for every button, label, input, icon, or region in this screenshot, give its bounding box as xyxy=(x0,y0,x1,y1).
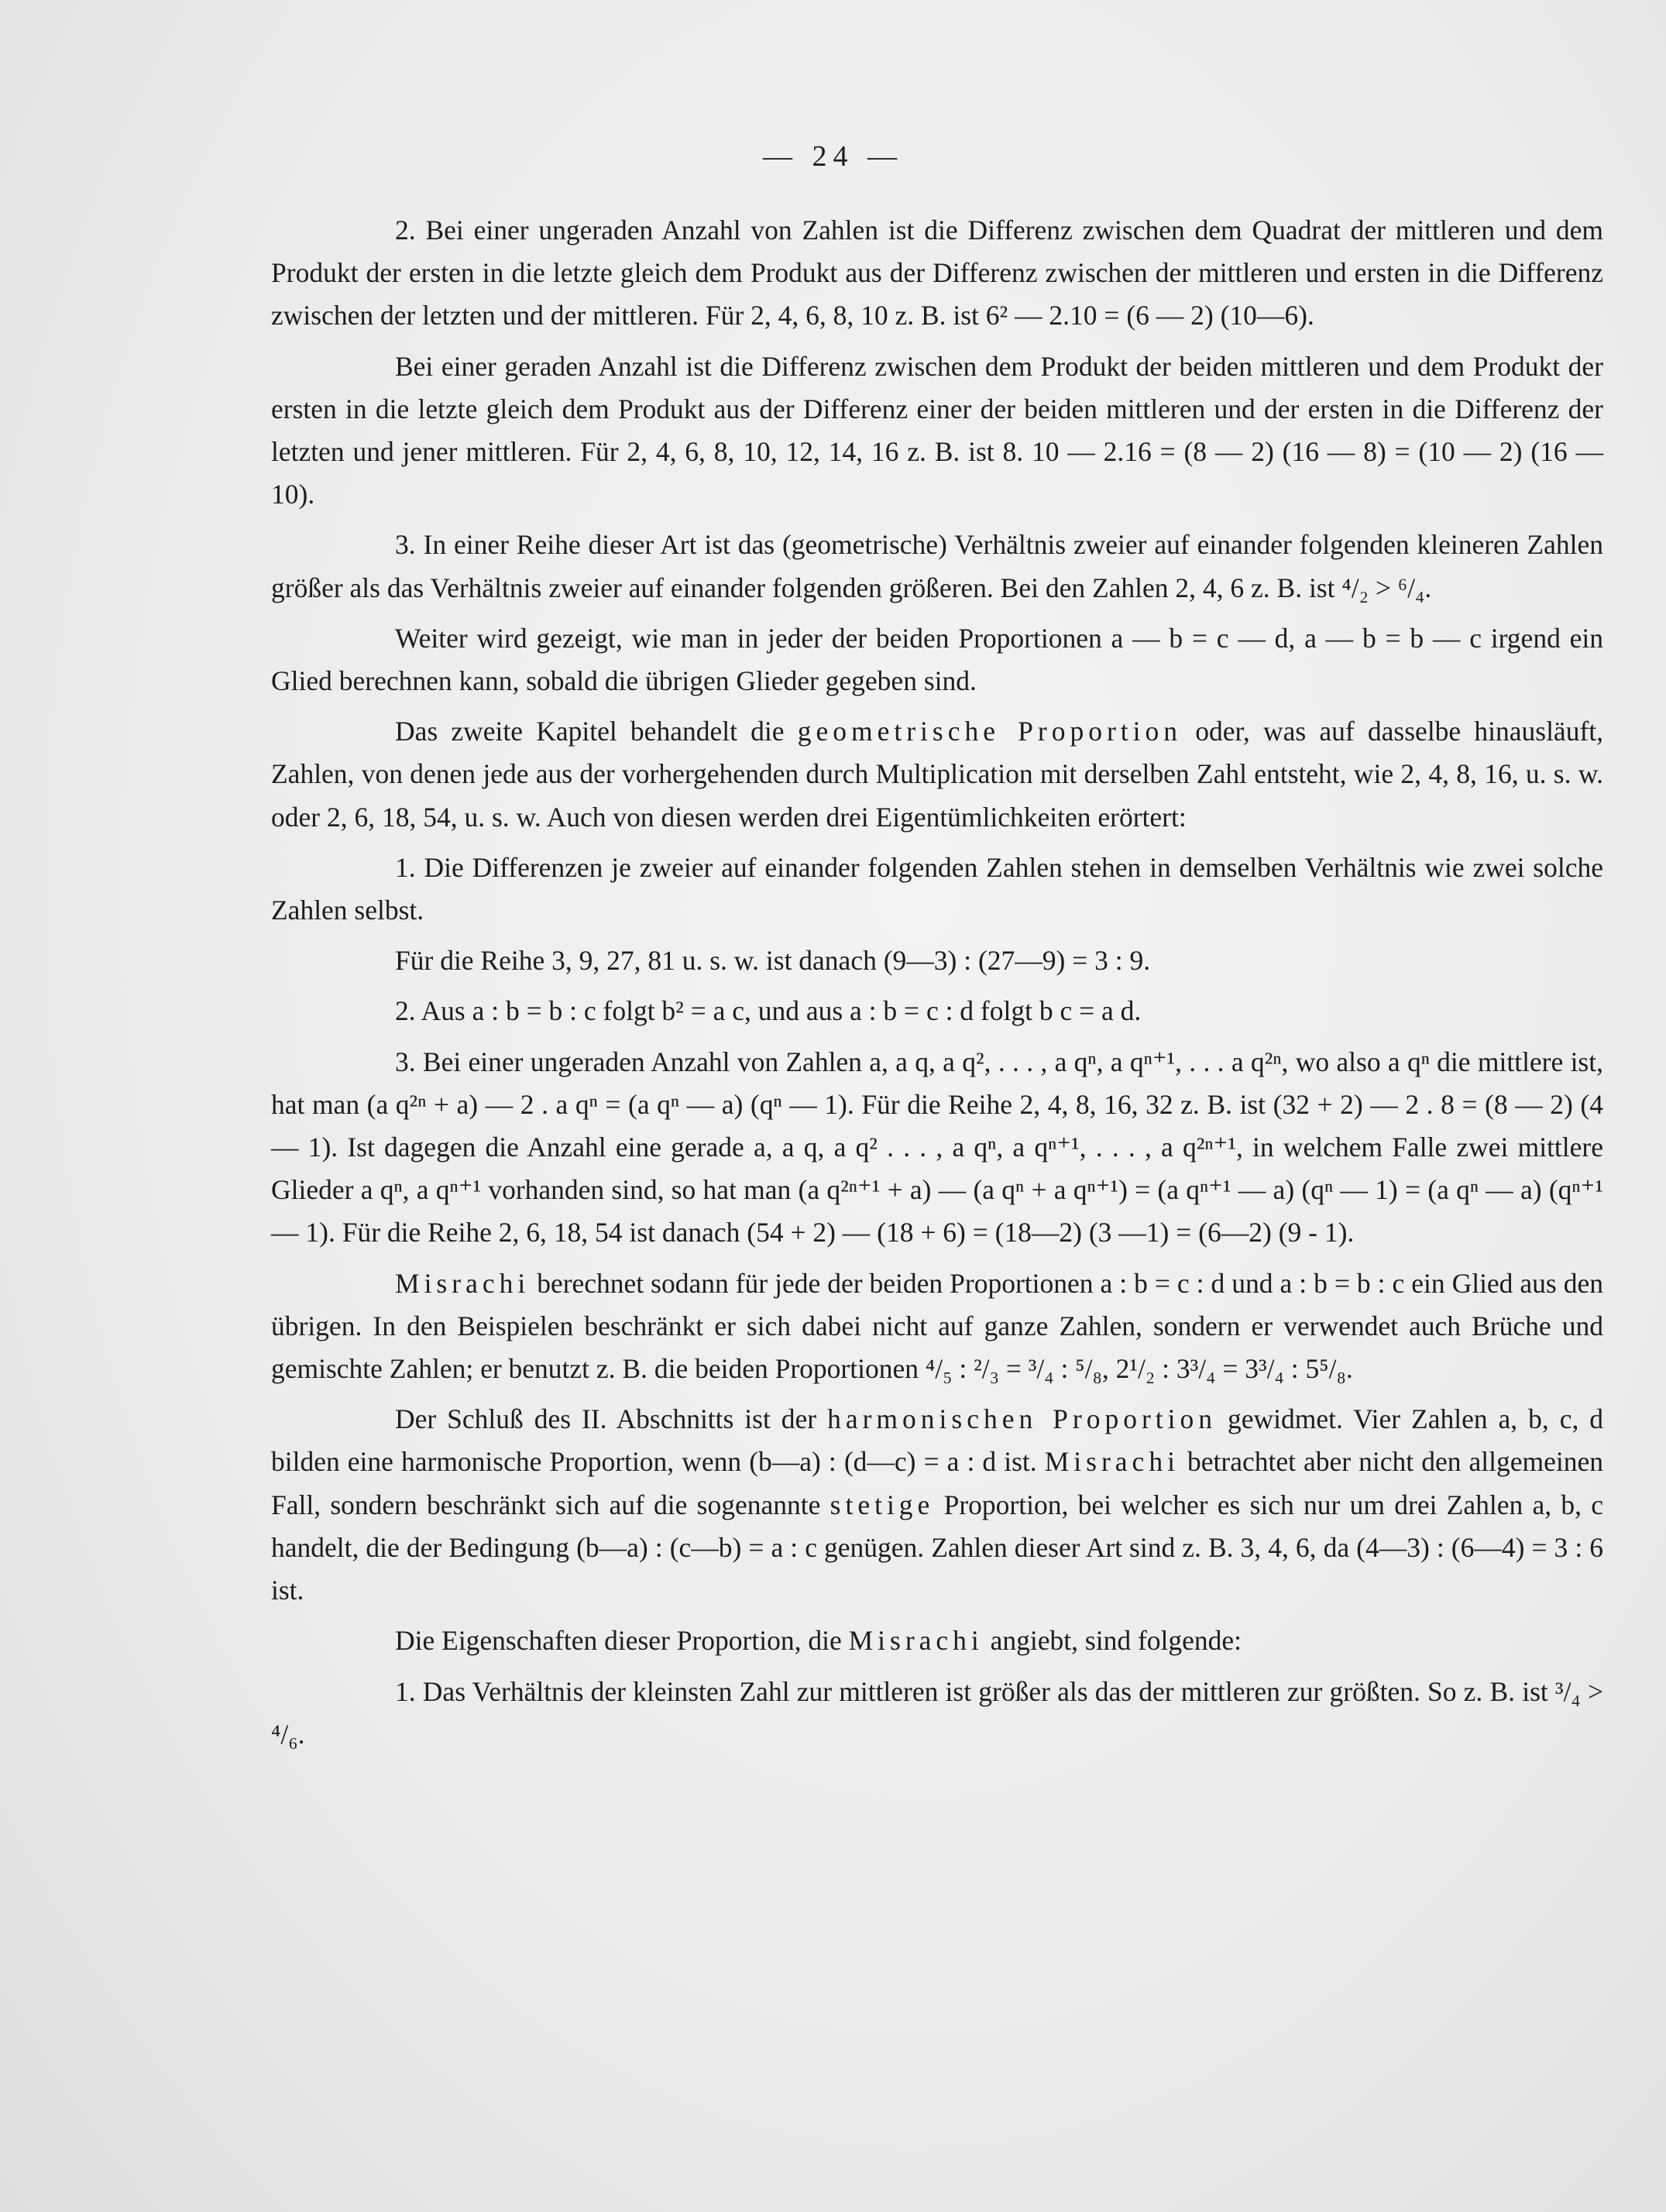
paragraph: Bei einer geraden Anzahl ist die Differenz zwischen dem Produkt der beiden mittleren und dem Produkt der ersten in die letzte gleich dem Produkt aus der Differenz einer der beiden mittleren und der ersten in die Differenz der letzten und jener mittleren. Für 2, 4, 6, 8, 10, 12, 14, 16 z. B. ist 8. 10 — 2.16 = (8 — 2) (16 — 8) = (10 — 2) (16 — 10). xyxy=(271,350,1603,510)
paragraph: 1. Die Differenzen je zweier auf einander folgenden Zahlen stehen in demselben Verhältnis wie zwei solche Zahlen selbst. xyxy=(271,851,1603,926)
paragraph: 3. Bei einer ungeraden Anzahl von Zahlen a, a q, a q², . . . , a qⁿ, a qⁿ⁺¹, . . . a q²ⁿ, wo also a qⁿ die mittlere ist, hat man (a q²ⁿ + a) — 2 . a qⁿ = (a qⁿ — a) (qⁿ — 1). Für die Reihe 2, 4, 8, 16, 32 z. B. ist (32 + 2) — 2 . 8 = (8 — 2) (4 — 1). Ist dagegen die Anzahl eine gerade a, a q, a q² . . . , a qⁿ, a qⁿ⁺¹, . . . , a q²ⁿ⁺¹, in welchem Falle zwei mittlere Glieder a qⁿ, a qⁿ⁺¹ vorhanden sind, so hat man (a q²ⁿ⁺¹ + a) — (a qⁿ + a qⁿ⁺¹) = (a qⁿ⁺¹ — a) (qⁿ — 1) = (a qⁿ — a) (qⁿ⁺¹ — 1). Für die Reihe 2, 6, 18, 54 ist danach (54 + 2) — (18 + 6) = (18—2) (3 —1) = (6—2) (9 - 1). xyxy=(271,1046,1603,1249)
paragraph: 2. Bei einer ungeraden Anzahl von Zahlen ist die Differenz zwischen dem Quadrat der mittleren und dem Produkt der ersten in die letzte gleich dem Produkt aus der Differenz zwischen der mittleren und ersten in die Differenz zwischen der letzten und der mittleren. Für 2, 4, 6, 8, 10 z. B. ist 6² — 2.10 = (6 — 2) (10—6). xyxy=(271,215,1603,331)
paragraph xyxy=(271,710,1603,839)
text-run: Proportion, bei welcher es sich nur um drei Zahlen a, b, c handelt, die der Bedingung (b—a) : (c—b) = a : c genügen. Zahlen dieser Art sind z. B. 3, 4, 6, da (4—3) : (6—4) = 3 : 6 ist. xyxy=(271,1489,1604,1606)
body-text xyxy=(271,209,1603,1756)
spaced-name: Misrachi xyxy=(848,1625,984,1657)
text-run: berechnet sodann für jede der beiden Proportionen a : b = c : d und a : b = b : c ein Glied aus den übrigen. In den Beispielen beschränkt er sich dabei nicht auf ganze Zahlen, sondern er verwendet auch Brüche und gemischte Zahlen; er benutzt z. B. die beiden Proportionen ⁴/₅ : ²/₃ = ³/₄ : ⁵/₈, 2¹/₂ : 3³/₄ = 3³/₄ : 5⁵/₈. xyxy=(271,1267,1604,1385)
page-number: — 24 — xyxy=(763,140,903,173)
spaced-term: stetige xyxy=(830,1489,935,1520)
spaced-term: geometrische Proportion xyxy=(797,716,1183,747)
text-run: betrachtet aber nicht den allgemeinen Fall, sondern beschränkt sich auf die sogenannte xyxy=(271,1446,1604,1520)
paragraph: 1. Das Verhältnis der kleinsten Zahl zur mittleren ist größer als das der mittleren zur größten. So z. B. ist ³/₄ > ⁴/₆. xyxy=(271,1675,1603,1750)
paragraph xyxy=(271,1398,1603,1612)
spaced-term: harmonischen Proportion xyxy=(827,1403,1218,1435)
paragraph: Weiter wird gezeigt, wie man in jeder der beiden Proportionen a — b = c — d, a — b = b — c irgend ein Glied berechnen kann, sobald die übrigen Glieder gegeben sind. xyxy=(271,622,1603,697)
paragraph: 2. Aus a : b = b : c folgt b² = a c, und aus a : b = c : d folgt b c = a d. xyxy=(395,995,1142,1027)
spaced-name: Misrachi xyxy=(1044,1446,1180,1478)
text-run: gewidmet. Vier Zahlen a, b, c, d bilden eine harmonische Proportion, wenn (b—a) : (d—c) = a : d ist. xyxy=(271,1403,1604,1478)
text-run: Die Eigenschaften dieser Proportion, die xyxy=(395,1625,842,1657)
text-run: oder, was auf dasselbe hinausläuft, Zahlen, von denen jede aus der vorhergehenden durch Multiplication mit derselben Zahl entsteht, wie 2, 4, 8, 16, u. s. w. oder 2, 6, 18, 54, u. s. w. Auch von diesen werden drei Eigentümlichkeiten erörtert: xyxy=(271,716,1604,833)
spaced-name: Misrachi xyxy=(395,1267,531,1299)
paragraph: 3. In einer Reihe dieser Art ist das (geometrische) Verhältnis zweier auf einander folgenden kleineren Zahlen größer als das Verhältnis zweier auf einander folgenden größeren. Bei den Zahlen 2, 4, 6 z. B. ist ⁴/₂ > ⁶/₄. xyxy=(271,529,1603,603)
paragraph xyxy=(271,1262,1603,1391)
text-run: Der Schluß des II. Abschnitts ist der xyxy=(395,1403,817,1435)
paragraph xyxy=(271,1620,1603,1662)
text-run: angiebt, sind folgende: xyxy=(990,1625,1242,1657)
text-run: Das zweite Kapitel behandelt die xyxy=(395,716,785,747)
paragraph: Für die Reihe 3, 9, 27, 81 u. s. w. ist danach (9—3) : (27—9) = 3 : 9. xyxy=(395,945,1151,977)
